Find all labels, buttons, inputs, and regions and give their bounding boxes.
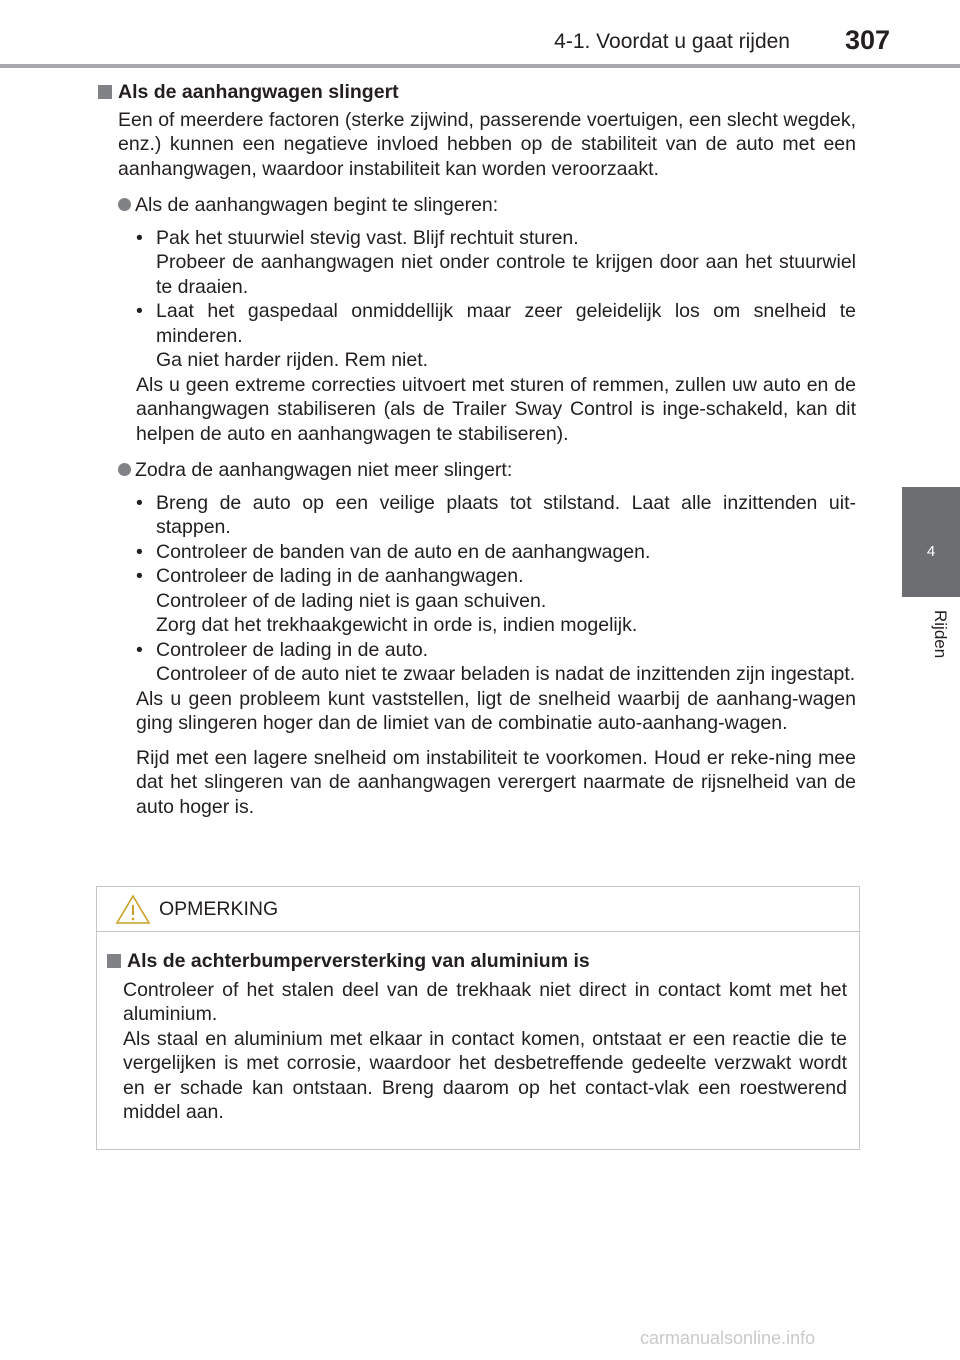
dot-bullet-icon: • [136, 638, 143, 661]
notice-body [105, 949, 847, 1125]
dot-bullet-icon: • [136, 300, 143, 322]
list-item-text: Breng de auto op een veilige plaats tot stilstand. Laat alle inzittenden uit-stappen. [156, 491, 856, 538]
group-heading-text: Als de aanhangwagen begint te slingeren: [135, 194, 499, 216]
page-number: 307 [844, 25, 890, 55]
list-item [136, 540, 856, 565]
chapter-tab-number: 4 [926, 543, 936, 560]
list-item-subtext: Probeer de aanhangwagen niet onder controle te krijgen door aan het stuurwiel te draaien. [156, 251, 856, 298]
notice-title: OPMERKING [159, 898, 279, 920]
dot-bullet-icon: • [136, 540, 143, 563]
list-item-text: Controleer de lading in de auto. [156, 638, 429, 661]
list-item [136, 564, 856, 638]
section-intro: Een of meerdere factoren (sterke zijwind, passerende voertuigen, een slecht wegdek, enz.) kunnen een negatieve invloed hebben op de stabiliteit van de auto met een aanhangwagen, waardoor instabiliteit kan worden veroorzaakt. [118, 108, 856, 180]
notice-heading-text: Als de achterbumperversterking van aluminium is [127, 950, 590, 972]
chapter-label [902, 610, 960, 670]
dot-bullet-icon: • [136, 226, 143, 249]
section-heading [96, 80, 856, 105]
bullet-list [136, 226, 856, 373]
dot-bullet-icon: • [136, 565, 143, 587]
notice-header [97, 887, 859, 932]
group-heading [118, 193, 856, 218]
group-heading-text: Zodra de aanhangwagen niet meer slingert: [135, 459, 513, 481]
bullet-list [136, 491, 856, 687]
chapter-label-text: Rijden [931, 610, 950, 659]
list-item [136, 491, 856, 540]
dot-bullet-icon: • [136, 491, 143, 514]
group-note: Rijd met een lagere snelheid om instabiliteit te voorkomen. Houd er reke-ning mee dat het slingeren van de aanhangwagen verergert naarmate de rijsnelheid van de auto hoger is. [136, 746, 856, 818]
list-item [136, 638, 856, 687]
group-heading [118, 458, 856, 483]
notice-box [96, 886, 860, 1150]
group-note: Als u geen probleem kunt vaststellen, ligt de snelheid waarbij de aanhang-wagen ging slingeren hoger dan de limiet van de combinatie auto-aanhang-wagen. [136, 687, 856, 734]
section-heading-text: Als de aanhangwagen slingert [118, 81, 399, 103]
list-item-subtext: Controleer of de lading niet is gaan schuiven. [156, 589, 547, 612]
list-item-text: Controleer de lading in de aanhangwagen. [156, 565, 524, 587]
main-content [96, 80, 856, 819]
header-section-title: 4-1. Voordat u gaat rijden [554, 30, 790, 53]
list-item-text: Controleer de banden van de auto en de aanhangwagen. [156, 540, 651, 563]
notice-heading [105, 949, 847, 974]
group-note: Als u geen extreme correcties uitvoert met sturen of remmen, zullen uw auto en de aanhangwagen stabiliseren (als de Trailer Sway Control is inge-schakeld, kan dit helpen de auto en aanhangwagen te stabiliseren). [136, 373, 856, 445]
list-item-subtext: Ga niet harder rijden. Rem niet. [156, 349, 429, 371]
chapter-tab[interactable] [902, 487, 960, 597]
list-item-subtext: Controleer of de auto niet te zwaar beladen is nadat de inzittenden zijn ingestapt. [156, 663, 856, 685]
square-bullet-icon [107, 954, 121, 968]
notice-paragraph: Controleer of het stalen deel van de trekhaak niet direct in contact komt met het aluminium. [123, 978, 847, 1025]
watermark: carmanualsonline.info [640, 1328, 816, 1348]
header-rule [0, 64, 960, 68]
list-item-text: Pak het stuurwiel stevig vast. Blijf rechtuit sturen. [156, 226, 579, 249]
list-item-subtext: Zorg dat het trekhaakgewicht in orde is, indien mogelijk. [156, 614, 638, 636]
square-bullet-icon [98, 85, 112, 99]
list-item [136, 299, 856, 373]
list-item [136, 226, 856, 300]
notice-paragraph: Als staal en aluminium met elkaar in contact komen, ontstaat er een reactie die te vergelijken is met corrosie, waardoor het desbetreffende gedeelte verzwakt wordt en er schade kan ontstaan. Breng daarom op het contact-vlak een roestwerend middel aan. [123, 1027, 847, 1123]
circle-bullet-icon [118, 463, 131, 476]
circle-bullet-icon [118, 198, 131, 211]
warning-triangle-icon [115, 894, 151, 925]
list-item-text: Laat het gaspedaal onmiddellijk maar zeer geleidelijk los om snelheid te minderen. [156, 300, 856, 347]
